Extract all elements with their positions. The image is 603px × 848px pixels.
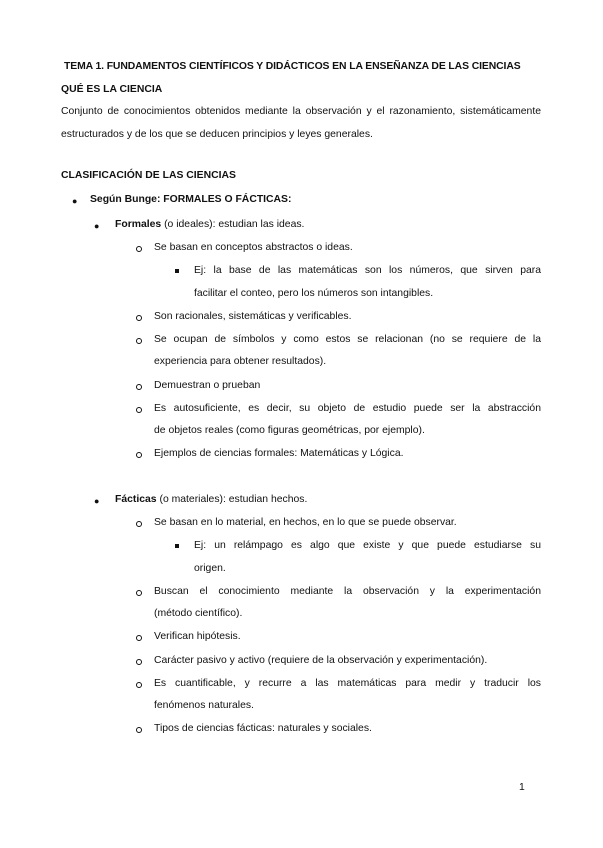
- circle-bullet-icon: [136, 521, 142, 527]
- formales-item: Ejemplos de ciencias formales: Matemáticas y Lógica.: [154, 448, 404, 459]
- bunge-classification-heading: Según Bunge: FORMALES O FÁCTICAS:: [90, 194, 292, 205]
- formales-item: Es autosuficiente, es decir, su objeto de estudio puede ser la abstracción: [154, 403, 541, 414]
- facticas-item-continuation: (método científico).: [154, 608, 243, 619]
- section-heading-que-es-la-ciencia: QUÉ ES LA CIENCIA: [61, 84, 163, 95]
- section-heading-clasificacion: CLASIFICACIÓN DE LAS CIENCIAS: [61, 170, 236, 181]
- circle-bullet-icon: [136, 407, 142, 413]
- circle-bullet-icon: [136, 384, 142, 390]
- facticas-description: (o materiales): estudian hechos.: [156, 494, 308, 505]
- facticas-item: Tipos de ciencias fácticas: naturales y sociales.: [154, 723, 372, 734]
- formales-item: Son racionales, sistemáticas y verificables.: [154, 311, 352, 322]
- facticas-example-line: origen.: [194, 563, 226, 574]
- formales-item: Se basan en conceptos abstractos o ideas.: [154, 242, 353, 253]
- facticas-item: Es cuantificable, y recurre a las matemáticas para medir y traducir los: [154, 678, 541, 689]
- document-title: TEMA 1. FUNDAMENTOS CIENTÍFICOS Y DIDÁCTICOS EN LA ENSEÑANZA DE LAS CIENCIAS: [64, 61, 521, 72]
- circle-bullet-icon: [136, 315, 142, 321]
- formales-item: Demuestran o prueban: [154, 380, 261, 391]
- facticas-item: Buscan el conocimiento mediante la observación y la experimentación: [154, 586, 541, 597]
- definition-paragraph: Conjunto de conocimientos obtenidos mediante la observación y el razonamiento, sistemáticamente estructurados y de los que se deducen principios y leyes generales.: [61, 106, 541, 140]
- circle-bullet-icon: [136, 727, 142, 733]
- circle-bullet-icon: [136, 635, 142, 641]
- formales-example-line: Ej: la base de las matemáticas son los números, que sirven para: [194, 265, 541, 276]
- facticas-term: Fácticas: [115, 494, 157, 505]
- circle-bullet-icon: [136, 659, 142, 665]
- formales-heading: [115, 219, 304, 230]
- formales-example-line: facilitar el conteo, pero los números son intangibles.: [194, 288, 434, 299]
- formales-item-continuation: de objetos reales (como figuras geométricas, por ejemplo).: [154, 425, 425, 436]
- formales-description: (o ideales): estudian las ideas.: [161, 219, 305, 230]
- formales-term: Formales: [115, 219, 162, 230]
- circle-bullet-icon: [136, 590, 142, 596]
- square-bullet-icon: [175, 269, 179, 273]
- page-number: 1: [519, 782, 525, 793]
- formales-item: Se ocupan de símbolos y como estos se relacionan (no se requiere de la: [154, 334, 541, 345]
- circle-bullet-icon: [136, 682, 142, 688]
- bullet-icon: ●: [72, 196, 78, 206]
- facticas-heading: [115, 494, 307, 505]
- facticas-item-continuation: fenómenos naturales.: [154, 700, 254, 711]
- bullet-icon: ●: [94, 221, 100, 231]
- facticas-item: Verifican hipótesis.: [154, 631, 241, 642]
- facticas-example-line: Ej: un relámpago es algo que existe y que puede estudiarse su: [194, 540, 541, 551]
- facticas-item: Se basan en lo material, en hechos, en lo que se puede observar.: [154, 517, 457, 528]
- formales-item-continuation: experiencia para obtener resultados).: [154, 356, 327, 367]
- bullet-icon: ●: [94, 496, 100, 506]
- facticas-item: Carácter pasivo y activo (requiere de la observación y experimentación).: [154, 655, 488, 666]
- circle-bullet-icon: [136, 452, 142, 458]
- circle-bullet-icon: [136, 246, 142, 252]
- circle-bullet-icon: [136, 338, 142, 344]
- square-bullet-icon: [175, 544, 179, 548]
